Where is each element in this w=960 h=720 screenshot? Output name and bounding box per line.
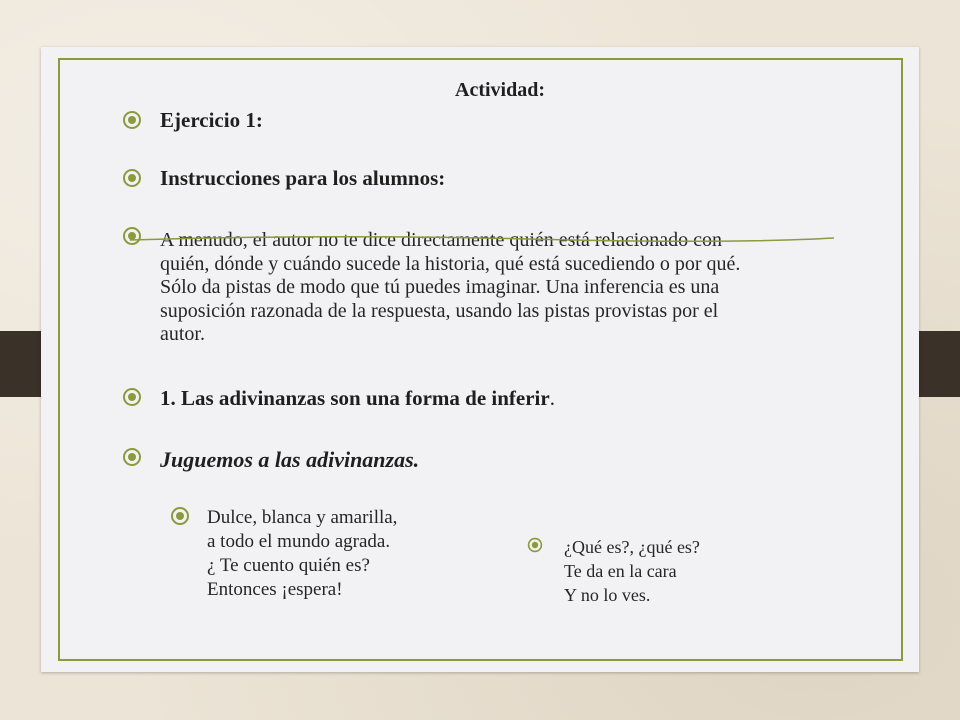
circled-dot-bullet-icon (122, 168, 142, 188)
riddle-line: Entonces ¡espera! (207, 579, 343, 600)
riddle-1 (207, 506, 397, 602)
paragraph-line: A menudo, el autor no te dice directamente quién está relacionado con (160, 229, 723, 251)
riddles-statement-text: 1. Las adivinanzas son una forma de inferir (160, 386, 550, 410)
instructions-title: Instrucciones para los alumnos: (160, 166, 446, 190)
riddle-line: Te da en la cara (564, 561, 677, 581)
paragraph-line: Sólo da pistas de modo que tú puedes imaginar. Una inferencia es una (160, 276, 720, 298)
riddle-line: Dulce, blanca y amarilla, (207, 507, 398, 528)
riddles-statement (160, 386, 555, 411)
circled-dot-bullet-icon (122, 387, 142, 407)
circled-dot-bullet-icon (122, 110, 142, 130)
circled-dot-bullet-icon (170, 506, 190, 526)
riddle-line: Y no lo ves. (564, 585, 651, 605)
riddle-line: ¿ Te cuento quién es? (207, 555, 370, 576)
paragraph-line: suposición razonada de la respuesta, usando las pistas provistas por el (160, 299, 719, 322)
slide-heading: Actividad: (455, 79, 545, 101)
instructions-paragraph (160, 229, 890, 347)
riddle-line: a todo el mundo agrada. (207, 531, 391, 552)
exercise-title: Ejercicio 1: (160, 108, 263, 132)
paragraph-line: quién, dónde y cuándo sucede la historia, qué está sucediendo o por qué. (160, 252, 741, 275)
circled-dot-bullet-icon (527, 537, 543, 553)
riddle-2 (564, 535, 700, 607)
riddle-line: ¿Qué es?, ¿qué es? (564, 537, 700, 557)
lets-play-title: Juguemos a las adivinanzas. (160, 447, 420, 472)
circled-dot-bullet-icon (122, 447, 142, 467)
paragraph-line: autor. (160, 323, 205, 345)
green-swoosh-decoration (128, 232, 838, 246)
riddles-statement-period: . (549, 386, 555, 410)
slide-frame (58, 58, 903, 661)
